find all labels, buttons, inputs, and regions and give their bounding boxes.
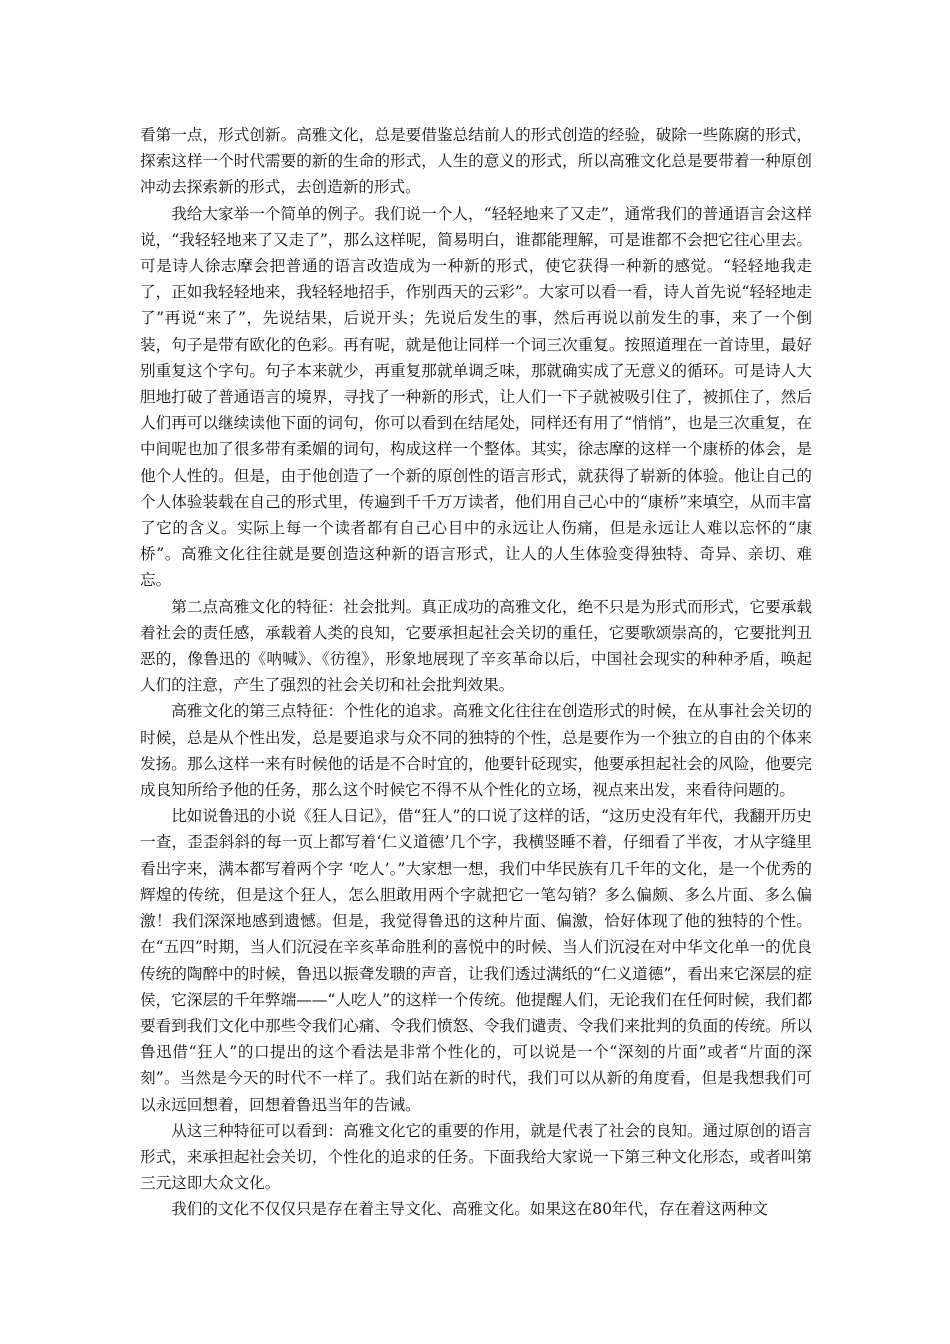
paragraph-xu-zhimo-example: 我给大家举一个简单的例子。我们说一个人，“轻轻地来了又走”，通常我们的普通语言会这样说，“我轻轻地来了又走了”，那么这样呢，简易明白，谁都能理解，可是谁都不会把它往心里去。可是诗人徐志摩会把普通的语言改造成为一种新的形式，使它获得一种新的感觉。“轻轻地我走了，正如我轻轻地来，我轻轻地招手，作别西天的云彩”。大家可以看一看，诗人首先说“轻轻地走了”再说“来了”，先说结果，后说开头；先说后发生的事，然后再说以前发生的事，来了一个倒装，句子是带有欧化的色彩。再有呢，就是他让同样一个词三次重复。按照道理在一首诗里，最好别重复这个字句。句子本来就少，再重复那就单调乏味，那就确实成了无意义的循环。可是诗人大胆地打破了普通语言的境界，寻找了一种新的形式，让人们一下子就被吸引住了，被抓住了，然后人们再可以继续读他下面的词句，你可以看到在结尾处，同样还有用了“悄悄”，也是三次重复，在中间呢也加了很多带有柔媚的词句，构成这样一个整体。其实，徐志摩的这样一个康桥的体会，是他个人性的。但是，由于他创造了一个新的原创性的语言形式，就获得了崭新的体验。他让自己的个人体验装载在自己的形式里，传遍到千千万万读者，他们用自己心中的“康桥”来填空，从而丰富了它的含义。实际上每一个读者都有自己心目中的永远让人伤痛，但是永远让人难以忘怀的“康桥”。高雅文化往往就是要创造这种新的语言形式，让人的人生体验变得独特、奇异、亲切、难忘。 xyxy=(140,204,812,590)
paragraph-social-critique: 第二点高雅文化的特征：社会批判。真正成功的高雅文化，绝不只是为形式而形式，它要承载着社会的责任感，承载着人类的良知，它要承担起社会关切的重任，它要歌颂崇高的，它要批判丑恶的，像鲁迅的《呐喊》、《彷徨》，形象地展现了辛亥革命以后，中国社会现实的种种矛盾，唤起人们的注意，产生了强烈的社会关切和社会批判效果。 xyxy=(140,597,812,695)
paragraph-form-innovation: 看第一点，形式创新。高雅文化，总是要借鉴总结前人的形式创造的经验，破除一些陈腐的形式，探索这样一个时代需要的新的生命的形式，人生的意义的形式，所以高雅文化总是要带着一种原创冲动去探索新的形式，去创造新的形式。 xyxy=(140,126,812,197)
paragraph-truncated: 我们的文化不仅仅只是存在着主导文化、高雅文化。如果这在80年代，存在着这两种文 xyxy=(171,1200,768,1219)
paragraph-summary: 从这三种特征可以看到：高雅文化它的重要的作用，就是代表了社会的良知。通过原创的语言形式，来承担起社会关切，个性化的追求的任务。下面我给大家说一下第三种文化形态，或者叫第三元这即大众文化。 xyxy=(140,1121,812,1193)
paragraph-lu-xun-example: 比如说鲁迅的小说《狂人日记》，借“狂人”的口说了这样的话，“这历史没有年代，我翻开历史一查，歪歪斜斜的每一页上都写着‘仁义道德’几个字，我横竖睡不着，仔细看了半夜，才从字缝里看出字来，满本都写着两个字 ‘吃人’。”大家想一想，我们中华民族有几千年的文化，是一个优秀的辉煌的传统，但是这个狂人，怎么胆敢用两个字就把它一笔勾销？多么偏颇、多么片面、多么偏激！我们深深地感到遗憾。但是，我觉得鲁迅的这种片面、偏激，恰好体现了他的独特的个性。在“五四”时期，当人们沉浸在辛亥革命胜利的喜悦中的时候、当人们沉浸在对中华文化单一的优良传统的陶醉中的时候，鲁迅以振聋发聩的声音，让我们透过满纸的“仁义道德”，看出来它深层的症侯，它深层的千年弊端——“人吃人”的这样一个传统。他提醒人们，无论我们在任何时候，我们都要看到我们文化中那些令我们心痛、令我们愤怒、令我们谴责、令我们来批判的负面的传统。所以鲁迅借“狂人”的口提出的这个看法是非常个性化的，可以说是一个“深刻的片面”或者“片面的深刻”。当然是今天的时代不一样了。我们站在新的时代，我们可以从新的角度看，但是我想我们可以永远回想着，回想着鲁迅当年的告诫。 xyxy=(140,807,812,1114)
document-page xyxy=(140,122,812,1223)
paragraph-individuality: 高雅文化的第三点特征：个性化的追求。高雅文化往往在创造形式的时候，在从事社会关切的时候，总是从个性出发，总是要追求与众不同的独特的个性，总是要作为一个独立的自由的个体来发扬。那么这样一来有时候他的话是不合时宜的，他要针砭现实，他要承担起社会的风险，他要完成良知所给予他的任务，那么这个时候它不得不从个性化的立场，视点来出发，来看待问题的。 xyxy=(140,702,812,800)
